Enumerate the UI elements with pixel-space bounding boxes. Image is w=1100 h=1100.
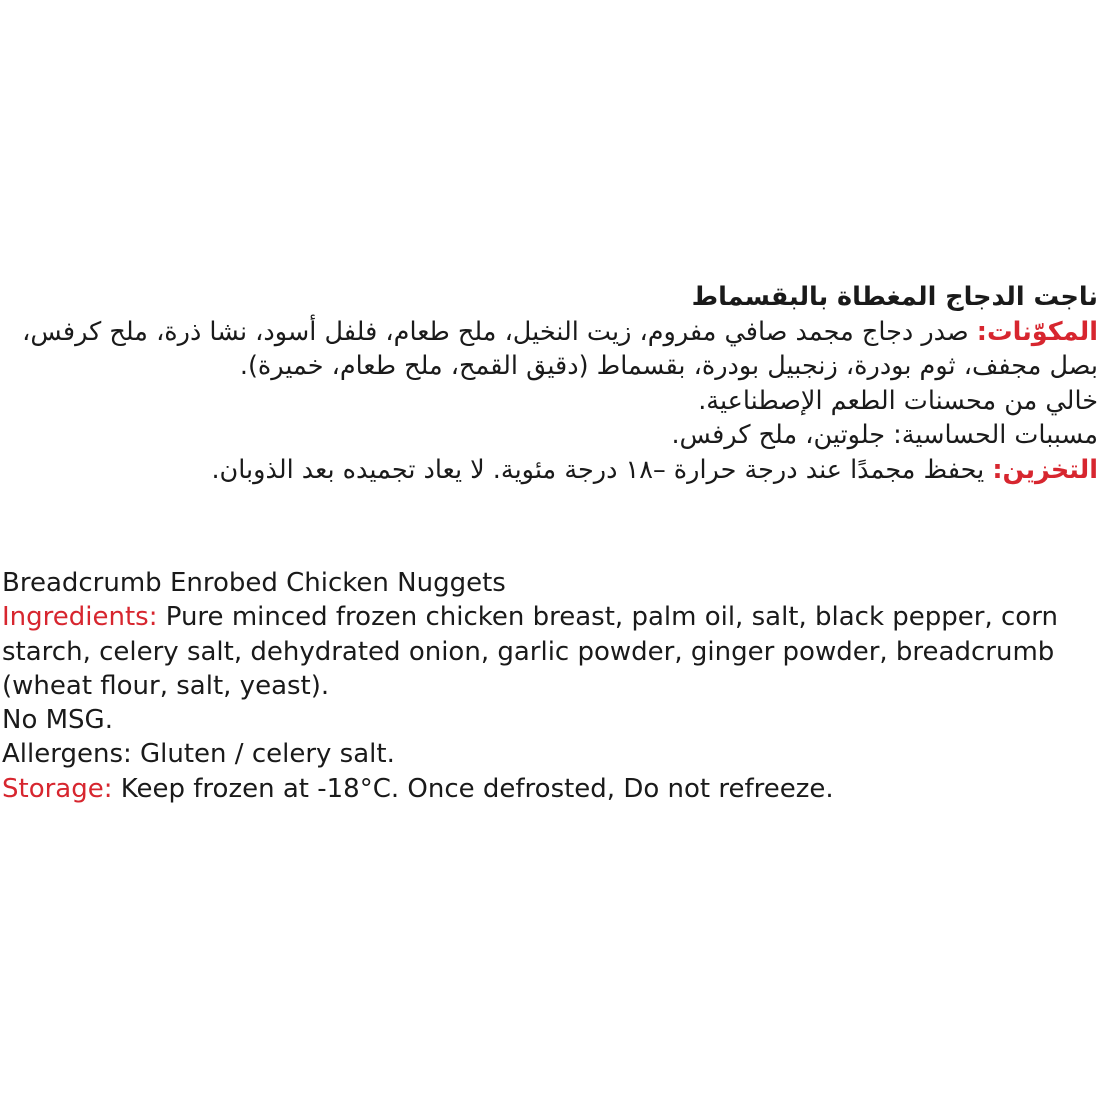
english-ingredients-text: Pure minced frozen chicken breast, palm oil, salt, black pepper, corn starch, celery salt, dehydrated onion, garlic powder, ginger powder, breadcrumb (wheat flour, salt, yeast). [2, 602, 1058, 701]
english-storage-text: Keep frozen at -18°C. Once defrosted, Do not refreeze. [120, 773, 834, 804]
english-ingredients-paragraph [2, 600, 1092, 703]
english-storage-paragraph [2, 772, 1092, 806]
arabic-label-section [4, 280, 1098, 487]
arabic-allergens: مسببات الحساسية: جلوتين، ملح كرفس. [671, 420, 1098, 450]
english-label-section [2, 566, 1092, 806]
arabic-product-title: ناجت الدجاج المغطاة بالبقسماط [691, 282, 1098, 312]
arabic-storage-paragraph [4, 453, 1098, 488]
arabic-ingredients-text: صدر دجاج مجمد صافي مفروم، زيت النخيل، ملح طعام، فلفل أسود، نشا ذرة، ملح كرفس، بصل مجفف، ثوم بودرة، زنجبيل بودرة، بقسماط (دقيق القمح، ملح طعام، خميرة). [22, 316, 1098, 381]
arabic-ingredients-label: المكوّنات: [976, 316, 1098, 347]
arabic-storage-label: التخزين: [992, 454, 1098, 485]
arabic-ingredients-paragraph [4, 315, 1098, 384]
arabic-storage-text: يحفظ مجمدًا عند درجة حرارة –١٨ درجة مئوية. لا يعاد تجميده بعد الذوبان. [211, 454, 985, 485]
english-storage-label: Storage: [2, 773, 113, 804]
arabic-msg-note: خالي من محسنات الطعم الإصطناعية. [698, 385, 1098, 416]
english-allergens: Allergens: Gluten / celery salt. [2, 739, 395, 770]
english-ingredients-label: Ingredients: [2, 602, 158, 633]
english-msg-note: No MSG. [2, 705, 113, 736]
english-product-title: Breadcrumb Enrobed Chicken Nuggets [2, 568, 506, 598]
